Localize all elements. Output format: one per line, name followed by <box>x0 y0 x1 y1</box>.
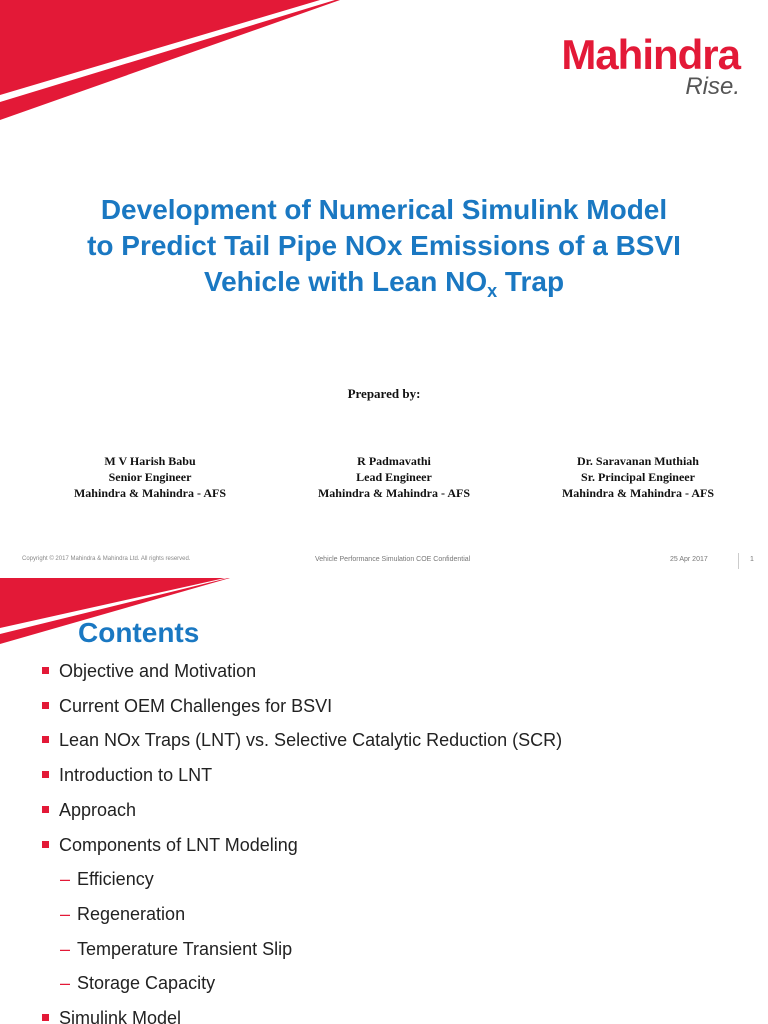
author-org: Mahindra & Mahindra - AFS <box>73 486 226 500</box>
author-block <box>35 453 265 501</box>
red-swoosh-graphic <box>0 0 340 120</box>
list-item-text: Simulink Model <box>59 1008 182 1024</box>
author-name: M V Harish Babu <box>104 454 196 468</box>
square-bullet-icon <box>42 736 49 743</box>
footer-confidential: Vehicle Performance Simulation COE Confidential <box>315 556 471 563</box>
footer-date: 25 Apr 2017 <box>670 556 708 563</box>
footer-copyright: Copyright © 2017 Mahindra & Mahindra Ltd. All rights reserved. <box>22 556 191 562</box>
square-bullet-icon <box>42 806 49 813</box>
list-item-text: Efficiency <box>77 869 154 890</box>
dash-bullet-icon: – <box>60 903 71 924</box>
list-item-text: Objective and Motivation <box>59 661 257 681</box>
title-line-1: Development of Numerical Simulink Model <box>100 194 668 225</box>
list-item-text: Temperature Transient Slip <box>77 938 293 959</box>
list-item-text: Lean NOx Traps (LNT) vs. Selective Catalytic Reduction (SCR) <box>59 730 563 751</box>
author-block <box>279 453 509 501</box>
author-name: Dr. Saravanan Muthiah <box>577 454 699 468</box>
dash-bullet-icon: – <box>60 869 71 890</box>
list-item-text: Components of LNT Modeling <box>59 834 298 855</box>
author-name: R Padmavathi <box>357 454 431 468</box>
list-item-text: Introduction to LNT <box>59 765 213 786</box>
dash-bullet-icon: – <box>60 973 71 994</box>
list-item-text: Regeneration <box>77 903 186 924</box>
title-tail: Trap <box>497 266 565 297</box>
author-org: Mahindra & Mahindra - AFS <box>561 486 714 500</box>
square-bullet-icon <box>42 771 49 778</box>
prepared-by-label: Prepared by: <box>347 386 421 401</box>
author-org: Mahindra & Mahindra - AFS <box>317 486 470 500</box>
dash-bullet-icon: – <box>60 938 71 959</box>
slide-title <box>40 192 728 300</box>
logo-wordmark: Mahindra <box>561 31 740 78</box>
square-bullet-icon <box>42 841 49 848</box>
list-item-text: Current OEM Challenges for BSVI <box>59 695 333 716</box>
square-bullet-icon <box>42 1014 49 1021</box>
title-line-2: to Predict Tail Pipe NOx Emissions of a BSVI <box>87 230 681 261</box>
footer-page-number: 1 <box>750 556 754 563</box>
list-item-text: Approach <box>59 799 137 820</box>
author-block <box>523 453 753 501</box>
title-line-3 <box>40 264 728 300</box>
square-bullet-icon <box>42 702 49 709</box>
author-role: Senior Engineer <box>108 470 192 484</box>
title-line-3-text: Vehicle with Lean NO <box>203 266 488 297</box>
author-role: Lead Engineer <box>356 470 432 484</box>
author-role: Sr. Principal Engineer <box>581 470 695 484</box>
title-subscript: x <box>487 281 498 301</box>
list-item-text: Storage Capacity <box>77 973 216 994</box>
square-bullet-icon <box>42 667 49 674</box>
mahindra-logo <box>561 31 740 100</box>
contents-slide <box>0 578 768 1024</box>
footer-divider <box>738 553 739 569</box>
contents-heading: Contents <box>78 617 200 648</box>
logo-tagline: Rise. <box>685 73 740 100</box>
